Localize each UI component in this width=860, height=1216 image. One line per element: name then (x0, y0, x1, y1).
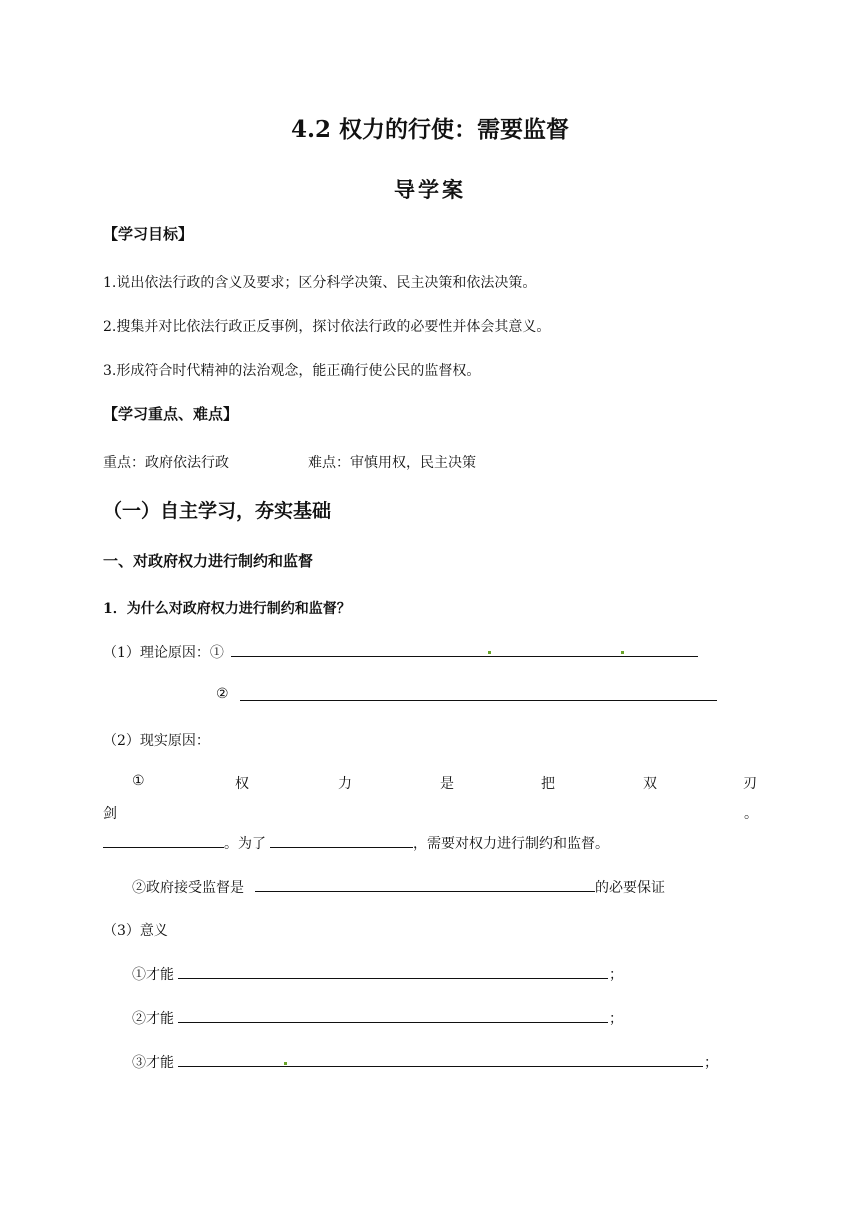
goal-item-3: 3.形成符合时代精神的法治观念，能正确行使公民的监督权。 (103, 363, 481, 379)
mark-dot (488, 651, 491, 654)
meaning-prefix-3: ③才能 (132, 1055, 174, 1071)
theory-label: （1）理论原因：① (103, 645, 224, 661)
reality-blank-2[interactable] (270, 847, 413, 848)
key-points-heading: 【学习重点、难点】 (103, 405, 239, 423)
supervise-blank[interactable] (255, 891, 595, 892)
reality-char: 是 (440, 776, 454, 792)
page-title: 4.2 权力的行使：需要监督 (290, 116, 570, 143)
reality-char: 双 (643, 776, 657, 792)
difficulty-point: 难点：审慎用权，民主决策 (308, 455, 476, 471)
supervise-start: ②政府接受监督是 (132, 880, 244, 896)
goals-heading: 【学习目标】 (103, 225, 194, 243)
meaning-label: （3）意义 (103, 923, 168, 939)
meaning-blank-2[interactable] (178, 1022, 608, 1023)
reality-char: 力 (338, 776, 352, 792)
meaning-suffix-2: ； (609, 1011, 623, 1027)
mark-dot (621, 651, 624, 654)
reality-char: 刃 (743, 776, 757, 792)
meaning-prefix-1: ①才能 (132, 967, 174, 983)
meaning-blank-3[interactable] (178, 1066, 703, 1067)
goal-item-2: 2.搜集并对比依法行政正反事例，探讨依法行政的必要性并体会其意义。 (103, 319, 551, 335)
meaning-suffix-1: ； (609, 967, 623, 983)
meaning-suffix-3: ； (704, 1055, 718, 1071)
reality-char: 把 (541, 776, 555, 792)
section-heading: （一）自主学习，夯实基础 (103, 500, 332, 522)
goal-item-1: 1.说出依法行政的含义及要求；区分科学决策、民主决策和依法决策。 (103, 275, 537, 291)
reality-line3-end: ，需要对权力进行制约和监督。 (413, 836, 609, 852)
theory-blank-1[interactable] (231, 656, 698, 657)
supervise-end: 的必要保证 (595, 880, 665, 896)
reality-blank-1[interactable] (103, 847, 224, 848)
theory-blank-2[interactable] (240, 700, 717, 701)
page-subtitle: 导学案 (394, 177, 466, 202)
reality-line3-mid: 。为了 (224, 836, 266, 852)
mark-dot (284, 1062, 287, 1065)
reality-label: （2）现实原因： (103, 733, 210, 749)
reality-char: 权 (235, 776, 249, 792)
meaning-blank-1[interactable] (178, 978, 608, 979)
question-1: 1．为什么对政府权力进行制约和监督？ (103, 601, 351, 617)
part1-heading: 一、对政府权力进行制约和监督 (103, 552, 314, 570)
key-point: 重点：政府依法行政 (103, 455, 229, 471)
reality-line2-start: 剑 (103, 806, 117, 822)
theory-item-2: ② (216, 686, 229, 702)
meaning-prefix-2: ②才能 (132, 1011, 174, 1027)
reality-line2-end: 。 (744, 806, 758, 822)
reality-char: ① (132, 773, 145, 789)
